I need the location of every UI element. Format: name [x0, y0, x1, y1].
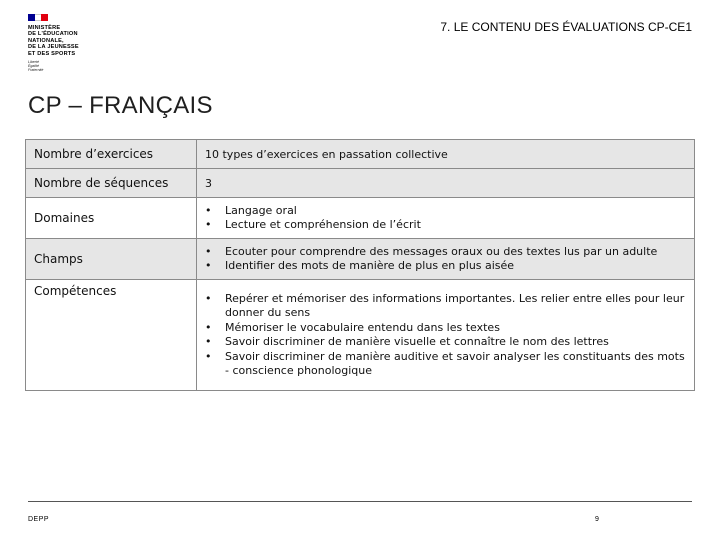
bullet-list	[205, 292, 686, 379]
table-row-exercises	[26, 140, 695, 169]
page-title: CP – FRANÇAIS	[28, 92, 213, 119]
table-row-skills	[26, 280, 695, 391]
ministry-line: NATIONALE,	[28, 37, 64, 44]
ministry-line: ET DES SPORTS	[28, 50, 76, 57]
row-value: 10 types d’exercices en passation collective	[197, 140, 695, 169]
motto-line: Égalité	[28, 64, 39, 69]
motto-line: Fraternité	[28, 68, 44, 73]
ministry-name	[28, 25, 98, 57]
row-label: Nombre de séquences	[26, 169, 197, 198]
ministry-line: MINISTÈRE	[28, 25, 61, 31]
table-row-sequences	[26, 169, 695, 198]
ministry-line: DE L'ÉDUCATION	[28, 31, 78, 38]
page-number: 9	[595, 516, 599, 523]
footer-source: DEPP	[28, 516, 50, 523]
row-label: Champs	[26, 239, 197, 280]
row-value: 3	[197, 169, 695, 198]
list-item: • Mémoriser le vocabulaire entendu dans les textes	[205, 321, 686, 336]
ministry-logo	[28, 14, 98, 73]
french-flag-icon	[28, 14, 48, 21]
list-item: • Langage oral	[205, 204, 686, 219]
list-item: • Savoir discriminer de manière visuelle et connaître le nom des lettres	[205, 335, 686, 350]
row-value	[197, 198, 695, 239]
list-item: • Repérer et mémoriser des informations importantes. Les relier entre elles pour leur donner du sens	[205, 292, 686, 321]
bullet-list	[205, 204, 686, 233]
ministry-line: DE LA JEUNESSE	[28, 44, 79, 51]
list-item: • Lecture et compréhension de l’écrit	[205, 218, 686, 233]
contents-table	[25, 139, 695, 391]
list-item: • Savoir discriminer de manière auditive et savoir analyser les constituants des mots - conscience phonologique	[205, 350, 686, 379]
motto-line: Liberté	[28, 60, 39, 65]
flag-red-band	[41, 14, 48, 21]
bullet-list	[205, 245, 686, 274]
table-row-fields	[26, 239, 695, 280]
row-value	[197, 239, 695, 280]
flag-blue-band	[28, 14, 35, 21]
list-item: • Identifier des mots de manière de plus en plus aisée	[205, 259, 686, 274]
table-row-domains	[26, 198, 695, 239]
republic-motto	[28, 60, 98, 73]
row-label: Compétences	[26, 280, 197, 391]
list-item: • Ecouter pour comprendre des messages oraux ou des textes lus par un adulte	[205, 245, 686, 260]
footer-divider	[28, 501, 692, 502]
row-label: Nombre d’exercices	[26, 140, 197, 169]
row-value	[197, 280, 695, 391]
row-label: Domaines	[26, 198, 197, 239]
section-title: 7. LE CONTENU DES ÉVALUATIONS CP-CE1	[440, 20, 692, 34]
flag-white-band	[35, 14, 42, 21]
